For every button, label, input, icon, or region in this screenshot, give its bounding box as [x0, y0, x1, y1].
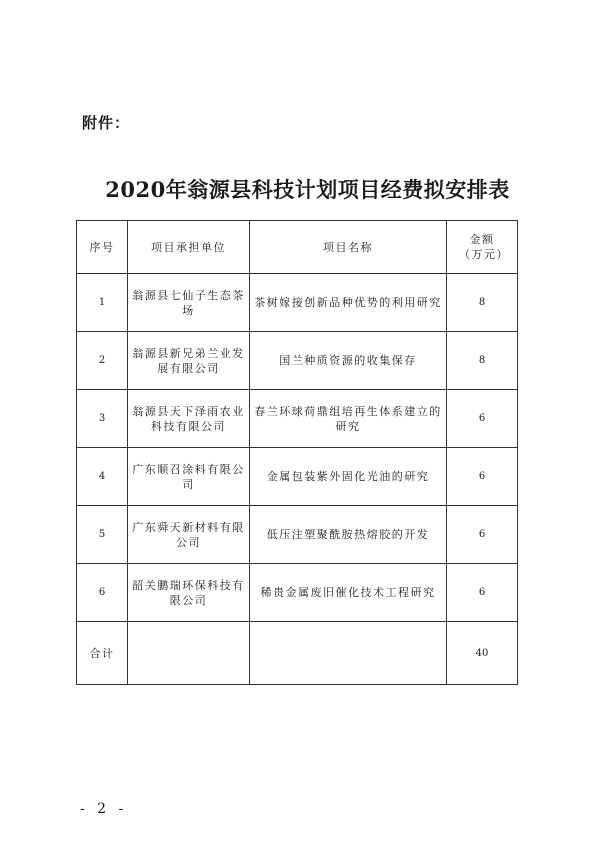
table-header-row — [77, 221, 518, 274]
row-amount: 6 — [447, 506, 518, 564]
row-unit: 翁源县天下泽雨农业科技有限公司 — [128, 390, 250, 448]
row-unit: 翁源县新兄弟兰业发展有限公司 — [128, 332, 250, 390]
row-unit: 广东舜天新材料有限公司 — [128, 506, 250, 564]
row-amount: 6 — [447, 390, 518, 448]
row-project: 国兰种质资源的收集保存 — [250, 332, 447, 390]
table-row — [77, 564, 518, 622]
row-project: 稀贵金属废旧催化技术工程研究 — [250, 564, 447, 622]
row-unit: 广东顺召涂料有限公司 — [128, 448, 250, 506]
row-project: 低压注塑聚酰胺热熔胶的开发 — [250, 506, 447, 564]
total-unit — [128, 622, 250, 685]
row-project: 金属包装紫外固化光油的研究 — [250, 448, 447, 506]
row-index: 3 — [77, 390, 128, 448]
document-title: 2020年翁源县科技计划项目经费拟安排表 — [105, 177, 510, 202]
table-row — [77, 274, 518, 332]
row-project: 春兰环球荷鼎组培再生体系建立的研究 — [250, 390, 447, 448]
row-amount: 6 — [447, 564, 518, 622]
table-row — [77, 332, 518, 390]
total-row — [77, 622, 518, 685]
row-amount: 6 — [447, 448, 518, 506]
table-row — [77, 390, 518, 448]
row-index: 4 — [77, 448, 128, 506]
header-index: 序号 — [77, 221, 128, 274]
row-amount: 8 — [447, 332, 518, 390]
total-amount: 40 — [447, 622, 518, 685]
row-project: 茶树嫁接创新品种优势的利用研究 — [250, 274, 447, 332]
attachment-label: 附件： — [82, 114, 131, 132]
row-unit: 韶关鹏瑞环保科技有限公司 — [128, 564, 250, 622]
row-index: 6 — [77, 564, 128, 622]
header-amount: 金额（万元） — [447, 221, 518, 274]
row-index: 5 — [77, 506, 128, 564]
table-row — [77, 506, 518, 564]
row-index: 2 — [77, 332, 128, 390]
row-amount: 8 — [447, 274, 518, 332]
page-number: - 2 - — [80, 801, 128, 817]
row-index: 1 — [77, 274, 128, 332]
row-unit: 翁源县七仙子生态茶场 — [128, 274, 250, 332]
budget-table — [76, 220, 518, 685]
table-row — [77, 448, 518, 506]
header-project: 项目名称 — [250, 221, 447, 274]
total-label: 合计 — [77, 622, 128, 685]
total-project — [250, 622, 447, 685]
header-unit: 项目承担单位 — [128, 221, 250, 274]
